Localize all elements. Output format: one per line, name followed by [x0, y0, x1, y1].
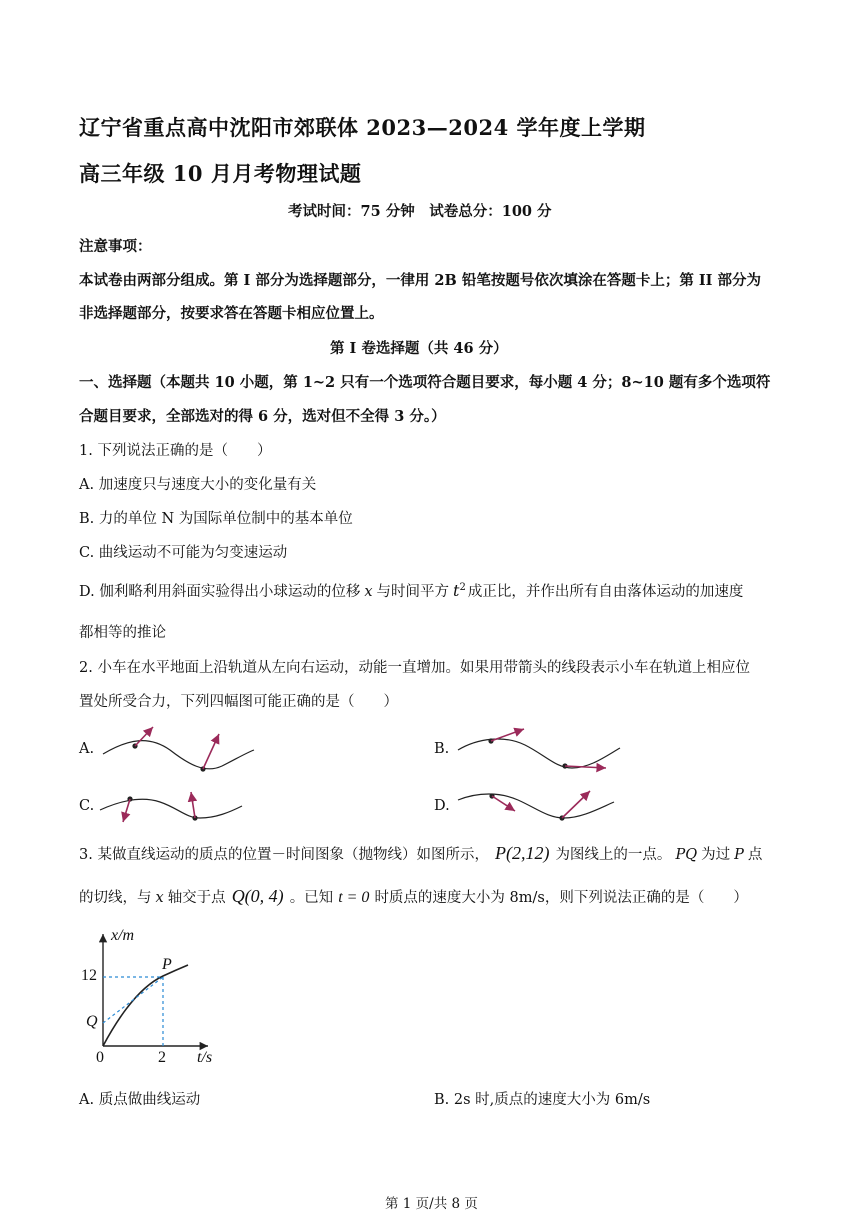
q1-option-c: C. 曲线运动不可能为匀变速运动 — [79, 545, 288, 561]
car-point — [127, 796, 132, 801]
title-line-1: 辽宁省重点高中沈阳市郊联体 2023—2024 学年度上学期 — [79, 115, 646, 140]
car-point — [488, 738, 493, 743]
notice-label: 注意事项： — [79, 238, 152, 255]
q3-option-a: A. 质点做曲线运动 — [79, 1092, 201, 1108]
track-curve — [103, 741, 254, 769]
q2-label-d: D. — [434, 798, 450, 814]
q1-option-d-line2: 都相等的推论 — [79, 625, 166, 641]
q1-option-b: B. 力的单位 N 为国际单位制中的基本单位 — [79, 511, 353, 527]
track-curve — [458, 794, 614, 818]
force-arrow — [123, 799, 130, 822]
force-arrow — [135, 727, 153, 746]
q2-figure-c — [100, 792, 242, 822]
point-q-label: Q — [86, 1013, 98, 1030]
y-tick-12: 12 — [81, 967, 97, 984]
q2-label-c: C. — [79, 798, 95, 814]
notice-line-2: 非选择题部分，按要求答在答题卡相应位置上。 — [79, 305, 384, 322]
page-footer: 第 1 页/共 8 页 — [385, 1196, 478, 1212]
part1-instruction-1: 一、选择题（本题共 10 小题，第 1~2 只有一个选项符合题目要求，每小题 4 分；8~10 题有多个选项符 — [79, 374, 771, 391]
q2-stem-line1: 2. 小车在水平地面上沿轨道从左向右运动，动能一直增加。如果用带箭头的线段表示小车在轨道上相应位 — [79, 660, 750, 676]
q2-figure-d — [458, 791, 614, 821]
q2-figure-a — [103, 727, 254, 772]
title-line-2: 高三年级 10 月月考物理试题 — [79, 161, 362, 186]
tangent-line-pq — [103, 977, 163, 1023]
force-arrow — [191, 792, 195, 818]
exam-info: 考试时间：75 分钟 试卷总分：100 分 — [288, 203, 552, 220]
force-arrow — [203, 734, 219, 769]
car-point — [489, 793, 494, 798]
car-point — [559, 815, 564, 820]
track-curve — [100, 799, 242, 818]
notice-line-1: 本试卷由两部分组成。第 I 部分为选择题部分，一律用 2B 铅笔按题号依次填涂在答题卡上；第 II 部分为 — [79, 272, 761, 289]
car-point — [192, 815, 197, 820]
q1-option-a: A. 加速度只与速度大小的变化量有关 — [79, 477, 317, 493]
q2-figure-b — [458, 729, 620, 769]
force-arrow — [492, 796, 515, 811]
q2-label-b: B. — [434, 741, 450, 757]
q2-label-a: A. — [79, 741, 95, 757]
position-curve — [103, 965, 188, 1046]
car-point — [132, 743, 137, 748]
x-axis-label: t/s — [197, 1049, 213, 1066]
x-tick-2: 2 — [158, 1049, 166, 1066]
part1-title: 第 I 卷选择题（共 46 分） — [330, 340, 508, 357]
car-point — [562, 763, 567, 768]
q3-stem-line1: 3. 某做直线运动的质点的位置－时间图象（抛物线）如图所示， P(2,12) 为图线上的一点。 PQ 为过 P 点 — [79, 843, 763, 863]
q1-stem: 1. 下列说法正确的是（ ） — [79, 443, 272, 459]
track-curve — [458, 739, 620, 768]
q1-option-d: D. 伽利略利用斜面实验得出小球运动的位移 x 与时间平方 $t^2$ 成正比，并作出所有自由落体运动的加速度 — [79, 581, 744, 600]
point-p-label: P — [162, 956, 172, 973]
car-point — [200, 766, 205, 771]
part1-instruction-2: 合题目要求，全部选对的得 6 分，选对但不全得 3 分。） — [79, 408, 446, 425]
q3-stem-line2: 的切线，与 x 轴交于点 Q(0, 4) 。已知 t = 0 时质点的速度大小为 8m/s，则下列说法正确的是（ ） — [79, 886, 748, 906]
force-arrow — [562, 791, 590, 818]
force-arrow — [491, 729, 524, 741]
q2-stem-line2: 置处所受合力，下列四幅图可能正确的是（ ） — [79, 694, 398, 710]
q3-option-b: B. 2s 时,质点的速度大小为 6m/s — [434, 1092, 651, 1108]
force-arrow — [565, 766, 606, 768]
y-axis-label: x/m — [111, 927, 135, 944]
origin-label: 0 — [96, 1049, 104, 1066]
